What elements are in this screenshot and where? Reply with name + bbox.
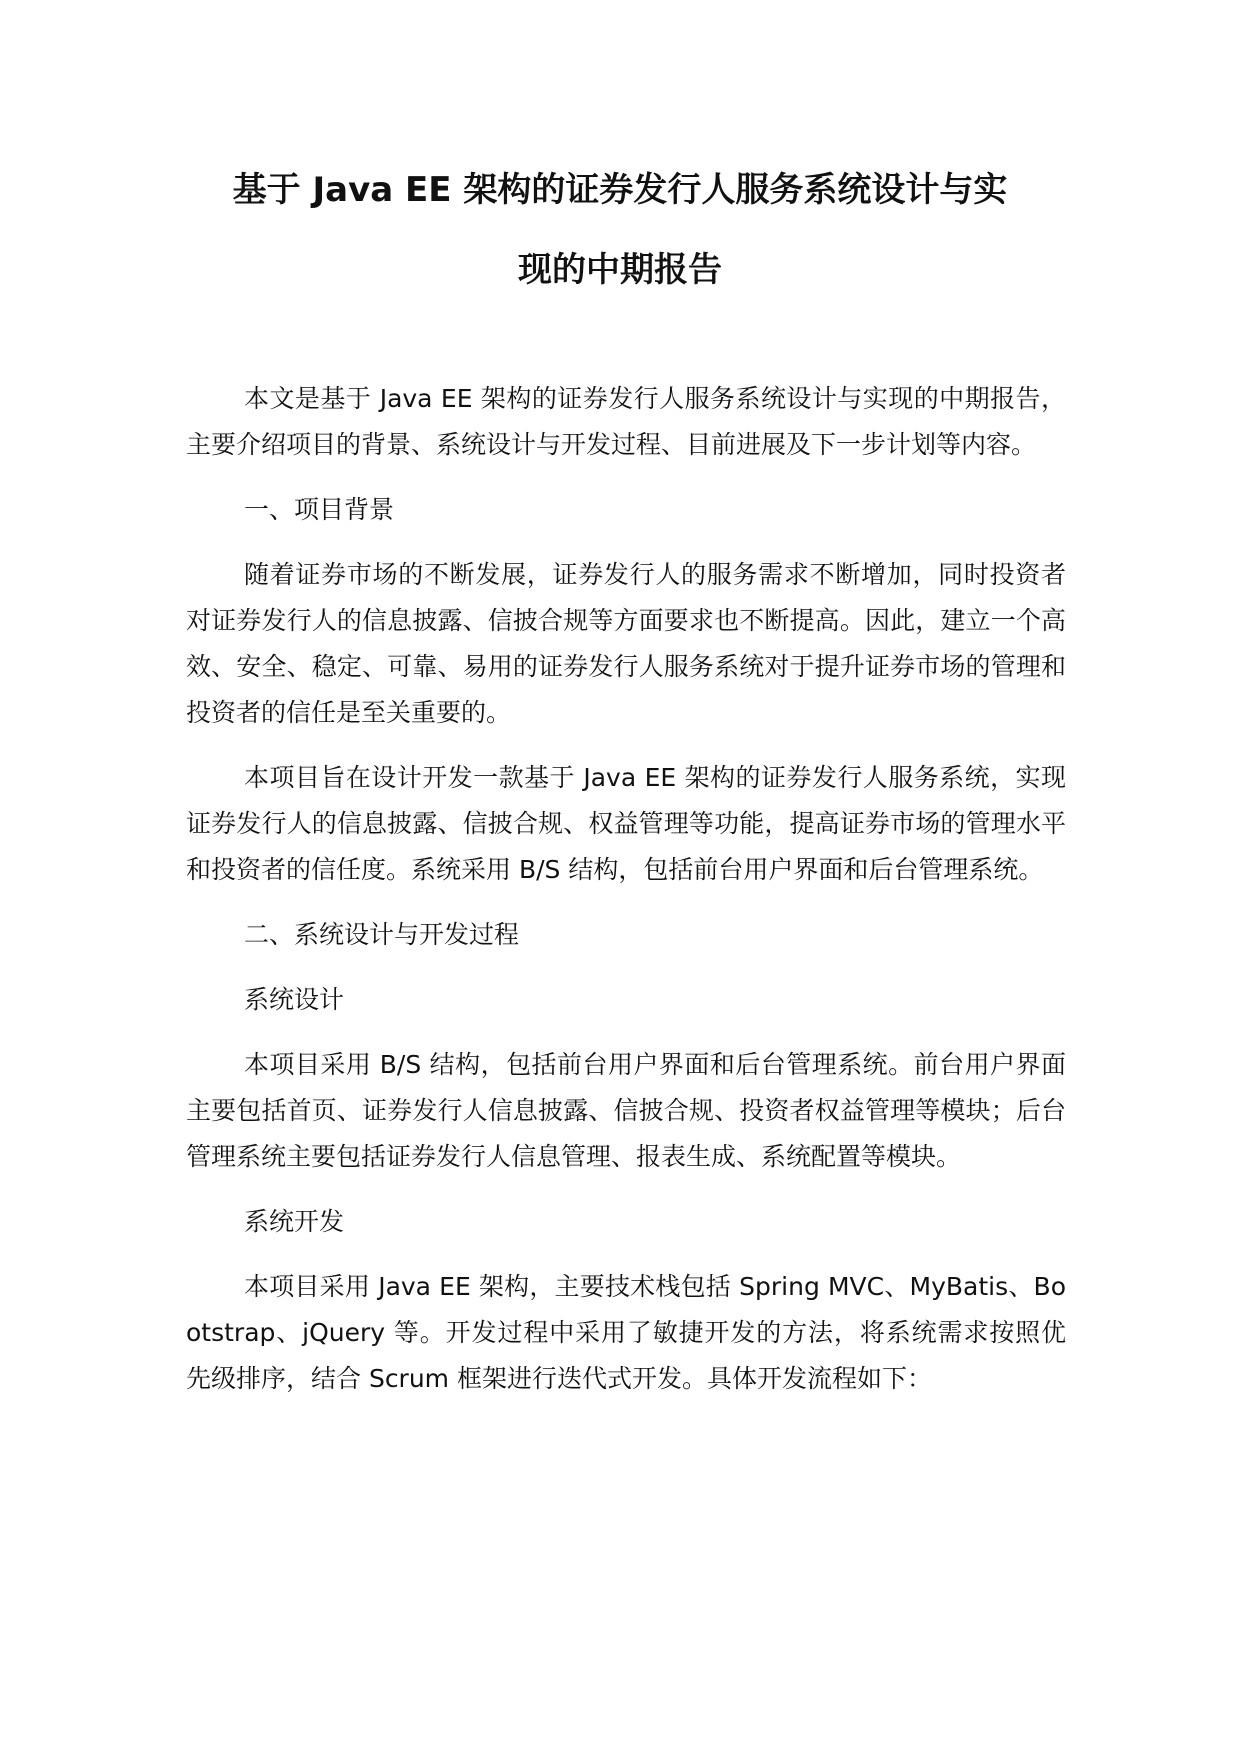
document-body — [186, 376, 1066, 1421]
background-paragraph-2: 本项目旨在设计开发一款基于 Java EE 架构的证券发行人服务系统，实现证券发行人的信息披露、信披合规、权益管理等功能，提高证券市场的管理水平和投资者的信任度。系统采用 B/S 结构，包括前台用户界面和后台管理系统。 — [186, 763, 1066, 884]
title-line-1: 基于 Java EE 架构的证券发行人服务系统设计与实 — [232, 170, 1008, 210]
system-development-paragraph: 本项目采用 Java EE 架构，主要技术栈包括 Spring MVC、MyBatis、Bootstrap、jQuery 等。开发过程中采用了敏捷开发的方法，将系统需求按照优先级排序，结合 Scrum 框架进行迭代式开发。具体开发流程如下： — [186, 1272, 1066, 1393]
document-title — [150, 150, 1090, 310]
subsection-heading-system-design: 系统设计 — [244, 985, 345, 1014]
subsection-heading-system-development: 系统开发 — [244, 1207, 345, 1236]
title-line-2: 现的中期报告 — [518, 250, 722, 290]
section-heading-design-development: 二、系统设计与开发过程 — [244, 920, 520, 949]
section-heading-background: 一、项目背景 — [244, 495, 395, 524]
intro-paragraph: 本文是基于 Java EE 架构的证券发行人服务系统设计与实现的中期报告，主要介绍项目的背景、系统设计与开发过程、目前进展及下一步计划等内容。 — [186, 384, 1066, 459]
system-design-paragraph: 本项目采用 B/S 结构，包括前台用户界面和后台管理系统。前台用户界面主要包括首页、证券发行人信息披露、信披合规、投资者权益管理等模块；后台管理系统主要包括证券发行人信息管理、报表生成、系统配置等模块。 — [186, 1050, 1066, 1171]
background-paragraph-1: 随着证券市场的不断发展，证券发行人的服务需求不断增加，同时投资者对证券发行人的信息披露、信披合规等方面要求也不断提高。因此，建立一个高效、安全、稳定、可靠、易用的证券发行人服务系统对于提升证券市场的管理和投资者的信任是至关重要的。 — [186, 560, 1066, 727]
